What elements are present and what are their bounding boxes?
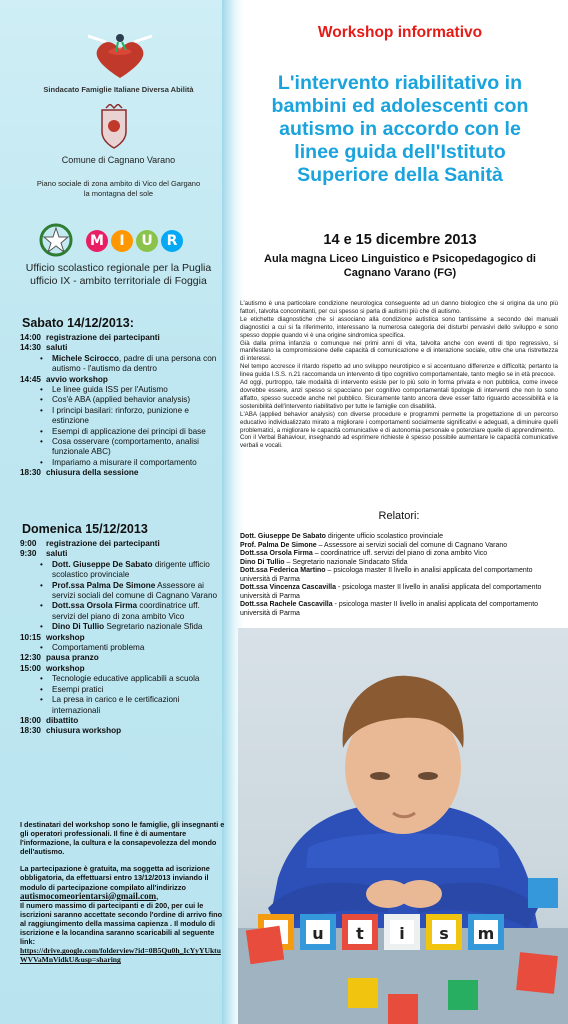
relatore-name: Dott.ssa Rachele Cascavilla [240, 601, 333, 608]
relatore-role: - psicologa master II livello in analisi applicata del comportamento università di Parma [240, 584, 542, 600]
schedule-row [20, 716, 220, 726]
subitem-rest: La presa in carico e le certificazioni internazionali [52, 695, 180, 715]
subitem-rest: dirigente ufficio scolastico provinciale [52, 559, 210, 580]
subitem-text [52, 437, 220, 458]
relatore-item [240, 533, 558, 542]
schedule-subitem [20, 601, 220, 622]
schedule-text: workshop [46, 632, 85, 642]
title-line: linee guida dell'Istituto [294, 141, 506, 163]
relatore-item [240, 567, 558, 584]
schedule-text: dibattito [46, 715, 79, 725]
title-line: autismo in accordo con le [279, 118, 521, 140]
speaker-name: Prof.ssa Palma De Simone [52, 580, 156, 590]
description-paragraph: Con il Verbal Bahaviour, insegnando ad esprimere richieste è spesso possibile aumentare le capacità comunicative verbali e vocali. [240, 434, 558, 450]
subitem-text [52, 406, 220, 427]
subitem-text [52, 695, 220, 716]
block-letter: i [399, 924, 405, 943]
schedule-row [20, 375, 220, 385]
title-line: L'intervento riabilitativo in [277, 72, 523, 94]
piano-line: la montagna del sole [83, 189, 154, 198]
workshop-label: Workshop informativo [317, 24, 483, 41]
miur-letter: U [136, 230, 158, 252]
miur-letter: I [111, 230, 133, 252]
schedule-time: 14:00 [20, 333, 41, 342]
relatore-name: Dott. Giuseppe De Sabato [240, 533, 326, 540]
bullet-icon: • [40, 580, 43, 590]
info-capacity-text: Il numero massimo di partecipanti e di 200, per cui le iscrizioni saranno accettate secondo l'ordine di arrivo fino al raggiungimento della massima capienza . Il modulo di iscrizione e la locandina saranno scaricabili al seguente link: [20, 900, 223, 947]
subitem-rest: I principi basilari: rinforzo, punizione e estinzione [52, 405, 189, 426]
subitem-text [52, 643, 220, 653]
subitem-text [52, 385, 220, 395]
bullet-icon: • [40, 601, 43, 611]
schedule-subitem [20, 427, 220, 437]
subitem-rest: Esempi pratici [52, 684, 104, 694]
relatore-role: – psicologa master II livello in analisi applicata del comportamento università di Parma [240, 567, 533, 583]
schedule-time: 18:00 [20, 715, 41, 725]
schedule-subitem [20, 622, 220, 632]
title-line: Superiore della Sanità [297, 164, 503, 186]
bullet-icon: • [40, 385, 43, 395]
subitem-text [52, 674, 220, 684]
schedule-subitem [20, 685, 220, 695]
bullet-icon: • [40, 426, 43, 436]
relatore-item [240, 542, 558, 551]
ufficio-line: ufficio IX - ambito territoriale di Foggia [30, 275, 207, 287]
description-text [240, 300, 558, 450]
subitem-text [52, 354, 220, 375]
relatore-role: - psicologa master II livello in analisi applicata del comportamento università di Parma [240, 601, 539, 617]
relatore-item [240, 584, 558, 601]
subitem-text [52, 560, 220, 581]
relatore-name: Dino Di Tullio [240, 558, 285, 566]
schedule-subitem [20, 674, 220, 684]
bullet-icon: • [40, 684, 43, 694]
schedule-row [20, 653, 220, 663]
miur-logo [86, 230, 186, 256]
day2-title: Domenica 15/12/2013 [22, 522, 148, 536]
schedule-subitem [20, 406, 220, 427]
bullet-icon: • [40, 437, 43, 447]
schedule-time: 9:30 [20, 549, 37, 559]
block-letter: m [477, 924, 495, 943]
toy-block [448, 980, 478, 1010]
relatore-role: – Segretario nazionale Sindacato Sfida [284, 558, 408, 566]
relatori-heading: Relatori: [378, 510, 420, 522]
subitem-text [52, 601, 220, 622]
speaker-name: Michele Scirocco [52, 353, 119, 363]
schedule-subitem [20, 643, 220, 653]
relatore-item [240, 559, 558, 568]
piano-sociale [10, 179, 227, 199]
description-paragraph: Le etichette diagnostiche che si associano alla condizione autistica sono tantissime a secondo dei manuali diagnostici a cui si fa riferimento, interessano la numerosa categoria dei disturbi pervasivi dello sviluppo e sono spesso doppie quando vi è una origine sindromica specifica. [240, 315, 558, 339]
schedule-subitem [20, 395, 220, 405]
info-audience: I destinatari del workshop sono le famiglie, gli insegnanti e gli operatori professionali. Il fine è di aumentare l'informazione, la cultura e la consapevolezza del mondo dell'autismo. [20, 820, 225, 857]
download-link[interactable]: https://drive.google.com/folderview?id=0B5Qu0h_IcYyYUktuWVVaMnVidkU&usp=sharing [20, 946, 221, 965]
venue-line: Aula magna Liceo Linguistico e Psicopedagogico di [264, 253, 536, 265]
subitem-rest: Tecnologie educative applicabili a scuola [52, 674, 200, 684]
toy-block [246, 926, 284, 964]
schedule-text: saluti [46, 343, 68, 353]
relatore-name: Dott.ssa Federica Martino [240, 567, 326, 574]
block-letter: t [356, 924, 364, 943]
description-paragraph: Ad oggi, purtroppo, tale modalità di intervento esiste per lo più solo in forma privata e non pubblica, come invece dovrebbe essere, anzi spesso si spacciano per cognitivo comportamentali tipologie di interventi che non lo sono affatto, spesso succede anche nel pubblico. Sicuramente tanto ancora deve esser fatto riguardo accessibilità e la sostenibilità dell'intervento riabilitativo per tutte le famiglie con disabilità. [240, 379, 558, 410]
toy-block [388, 994, 418, 1024]
schedule-subitem [20, 385, 220, 395]
schedule-time: 9:00 [20, 539, 37, 548]
piano-line: Piano sociale di zona ambito di Vico del Gargano [36, 179, 201, 188]
schedule-time: 14:45 [20, 374, 41, 384]
speaker-name: Dino Di Tullio [52, 622, 105, 632]
subitem-rest: Cos'è ABA (applied behavior analysis) [52, 395, 191, 405]
relatori-list [240, 533, 558, 618]
schedule-time: 18:30 [20, 468, 41, 478]
bullet-icon: • [40, 457, 43, 467]
bullet-icon: • [40, 353, 43, 363]
description-paragraph: Nel tempo accresce il ritardo rispetto ad uno sviluppo neurotipico e si accentuano differenze e difficoltà; pertanto la linea guida I.S.S. n.21 raccomanda un intervento di tipo cognitivo comportamentale, tanto meglio se in età precoce. [240, 363, 558, 379]
title-line: bambini ed adolescenti con [271, 95, 529, 117]
relatore-item [240, 601, 558, 618]
venue-line: Cagnano Varano (FG) [343, 267, 457, 279]
subitem-rest: Assessore ai servizi sociali del comune di Cagnano Varano [52, 580, 218, 601]
subitem-rest: Comportamenti problema [52, 643, 145, 653]
relatore-role: dirigente ufficio scolastico provinciale [325, 533, 443, 540]
day1-schedule [20, 333, 220, 479]
info-registration-text: La partecipazione è gratuita, ma soggetta ad iscrizione obbligatoria, da effettuarsi entro 13/12/2013 inviando il modulo di partecipazione compilato all'indirizzo [20, 864, 210, 892]
miur-letter: M [86, 230, 108, 252]
schedule-time: 10:15 [20, 632, 41, 642]
photo-illustration [238, 628, 568, 1024]
schedule-text: pausa pranzo [46, 653, 99, 663]
sfida-name: Sindacato Famiglie Italiane Diversa Abilità [43, 85, 194, 94]
subitem-rest: Impariamo a misurare il comportamento [52, 457, 197, 467]
schedule-subitem [20, 695, 220, 716]
info-section [20, 820, 225, 972]
event-venue [245, 252, 555, 280]
subitem-text [52, 395, 220, 405]
schedule-text: registrazione dei partecipanti [46, 539, 160, 548]
subitem-rest: Esempi di applicazione dei principi di base [52, 426, 206, 436]
bullet-icon: • [40, 674, 43, 684]
toy-block [528, 878, 558, 908]
schedule-time: 18:30 [20, 726, 41, 736]
miur-letter: R [161, 230, 183, 252]
description-paragraph: Già dalla prima infanzia o comunque nei primi anni di vita, talvolta anche con eventi di tipo regressivo, si manifestano la compromissione delle capacità di comunicazione e di interazione sociale, oltre che una ristrettezza di interessi. [240, 339, 558, 363]
schedule-subitem [20, 437, 220, 458]
schedule-subitem [20, 581, 220, 602]
registration-email-link[interactable]: autismocomeorientarsi@gmail.com [20, 890, 157, 901]
schedule-row [20, 726, 220, 736]
schedule-text: workshop [46, 663, 85, 673]
subitem-text [52, 685, 220, 695]
bullet-icon: • [40, 622, 43, 632]
subitem-rest: Segretario nazionale Sfida [104, 622, 203, 632]
schedule-subitem [20, 560, 220, 581]
bullet-icon: • [40, 643, 43, 653]
bullet-icon: • [40, 559, 43, 569]
relatore-name: Prof. Palma De Simone [240, 541, 317, 549]
schedule-subitem [20, 458, 220, 468]
comune-name: Comune di Cagnano Varano [61, 155, 176, 165]
relatore-role: – coordinatrice uff. servizi del piano di zona ambito Vico [312, 550, 488, 557]
speaker-name: Dott.ssa Orsola Firma [52, 601, 138, 611]
ufficio-scolastico [0, 262, 237, 288]
schedule-row [20, 343, 220, 353]
schedule-text: avvio workshop [46, 374, 108, 384]
subitem-text [52, 581, 220, 602]
subitem-text [52, 427, 220, 437]
schedule-row [20, 633, 220, 643]
day1-title: Sabato 14/12/2013: [22, 316, 134, 330]
schedule-row [20, 333, 220, 343]
info-registration: La partecipazione è gratuita, ma soggetta ad iscrizione obbligatoria, da effettuarsi entro 13/12/2013 inviando il modulo di partecipazione compilato all'indirizzo autismocomeorientarsi@gmail.com, Il numero massimo di partecipanti e di 200, per cui le iscrizioni saranno accettate secondo l'ordine di arrivo fino al raggiungimento della massima capienza . Il modulo di iscrizione e la locandina saranno scaricabili al seguente link: https://drive.google.com/folderview?id=0B5Qu0h_IcYyYUktuWVVaMnVidkU&usp=sharing [20, 864, 223, 965]
toy-block [348, 978, 378, 1008]
schedule-row [20, 549, 220, 559]
subitem-text [52, 622, 220, 632]
block-letter: u [312, 924, 324, 943]
block-letter: s [439, 924, 449, 943]
subitem-rest: coordinatrice uff. servizi del piano di zona ambito Vico [52, 601, 200, 621]
bullet-icon: • [40, 695, 43, 705]
ufficio-line: Ufficio scolastico regionale per la Puglia [25, 262, 212, 274]
toy-block [516, 952, 558, 994]
main-title [240, 72, 560, 187]
speaker-name: Dott. Giuseppe De Sabato [52, 559, 153, 569]
comune-shield-icon [98, 104, 130, 152]
schedule-text: chiusura workshop [46, 726, 122, 736]
relatore-name: Dott.ssa Vincenza Cascavilla [240, 584, 336, 591]
subitem-rest: Cosa osservare (comportamento, analisi funzionale ABC) [52, 437, 199, 457]
schedule-row [20, 664, 220, 674]
schedule-row [20, 468, 220, 478]
day2-schedule [20, 539, 220, 737]
description-paragraph: L'autismo è una particolare condizione neurologica conseguente ad un danno biologico che si origina da uno più fattori, talvolta concomitanti, per cui spesso si parla di autismi più che di autismo. [240, 300, 558, 315]
sfida-heart-logo [78, 26, 162, 82]
schedule-time: 12:30 [20, 653, 41, 663]
schedule-text: chiusura della sessione [46, 468, 139, 478]
bullet-icon: • [40, 405, 43, 415]
event-dates: 14 e 15 dicembre 2013 [323, 232, 477, 248]
schedule-text: saluti [46, 549, 68, 559]
italian-republic-emblem-icon [38, 222, 74, 258]
schedule-time: 15:00 [20, 663, 41, 673]
subitem-rest: , padre di una persona con autismo - l'autismo da dentro [52, 353, 217, 374]
description-paragraph: L'ABA (applied behavior analysis) con diverse procedure e programmi permette la progettazione di un percorso educativo individualizzato mirato a migliorare i comportamenti socialmente significativi e adeguati, a diminuire quelli problematici, a migliorare le capacità comunicative e di autonomia personale e potenziare quelle di apprendimento. [240, 410, 558, 434]
schedule-row [20, 539, 220, 549]
schedule-subitem [20, 354, 220, 375]
relatore-item [240, 550, 558, 559]
relatore-name: Dott.ssa Orsola Firma [240, 550, 313, 557]
subitem-text [52, 458, 220, 468]
schedule-text: registrazione dei partecipanti [46, 333, 160, 342]
schedule-time: 14:30 [20, 343, 41, 353]
bullet-icon: • [40, 395, 43, 405]
child-with-blocks-photo [238, 628, 568, 1024]
subitem-rest: Le linee guida ISS per l'Autismo [52, 385, 168, 395]
relatore-role: – Assessore ai servizi sociali del comune di Cagnano Varano [316, 541, 508, 549]
